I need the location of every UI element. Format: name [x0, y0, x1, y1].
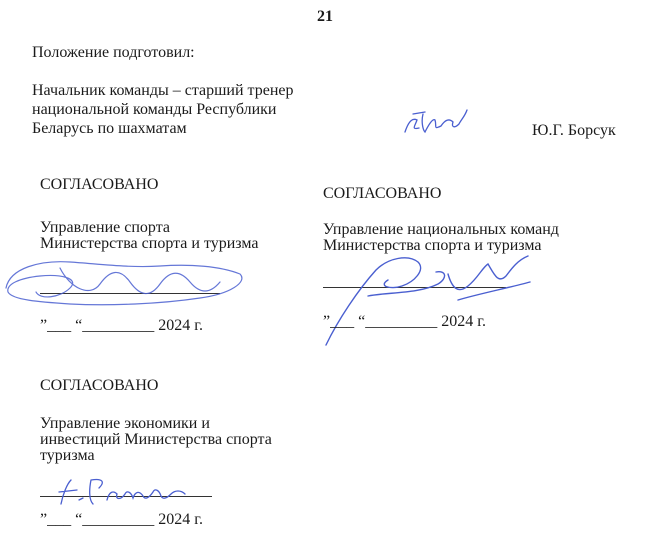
approval-national-title: СОГЛАСОВАНО	[323, 185, 442, 202]
page-number: 21	[317, 8, 333, 25]
approval-national-date: ”___ “_________ 2024 г.	[323, 313, 486, 330]
prepared-by-position-line-2: национальной команды Республики	[32, 101, 277, 118]
approval-economy-line-2: инвестиций Министерства спорта	[40, 431, 272, 448]
approval-sport-line-1: Управление спорта	[40, 219, 170, 236]
approval-sport-line-2: Министерства спорта и туризма	[40, 235, 259, 252]
approval-economy-line-3: туризма	[40, 447, 95, 464]
prepared-by-position-line-1: Начальник команды – старший тренер	[32, 82, 294, 99]
prepared-by-name: Ю.Г. Борсук	[532, 122, 616, 139]
prepared-by-position-line-3: Беларусь по шахматам	[32, 120, 187, 137]
approval-economy-title: СОГЛАСОВАНО	[40, 377, 159, 394]
approval-sport-date: ”___ “_________ 2024 г.	[40, 317, 203, 334]
approval-national-line-1: Управление национальных команд	[323, 221, 559, 238]
approval-national-line-2: Министерства спорта и туризма	[323, 237, 542, 254]
approval-economy-date: ”___ “_________ 2024 г.	[40, 511, 203, 528]
signature-sport	[0, 248, 250, 318]
prepared-by-heading: Положение подготовил:	[32, 44, 195, 61]
approval-economy-line-1: Управление экономики и	[40, 415, 210, 432]
signature-economy	[55, 470, 195, 510]
signature-national	[318, 240, 538, 350]
approval-sport-title: СОГЛАСОВАНО	[40, 176, 159, 193]
signature-borsuk	[395, 100, 485, 145]
